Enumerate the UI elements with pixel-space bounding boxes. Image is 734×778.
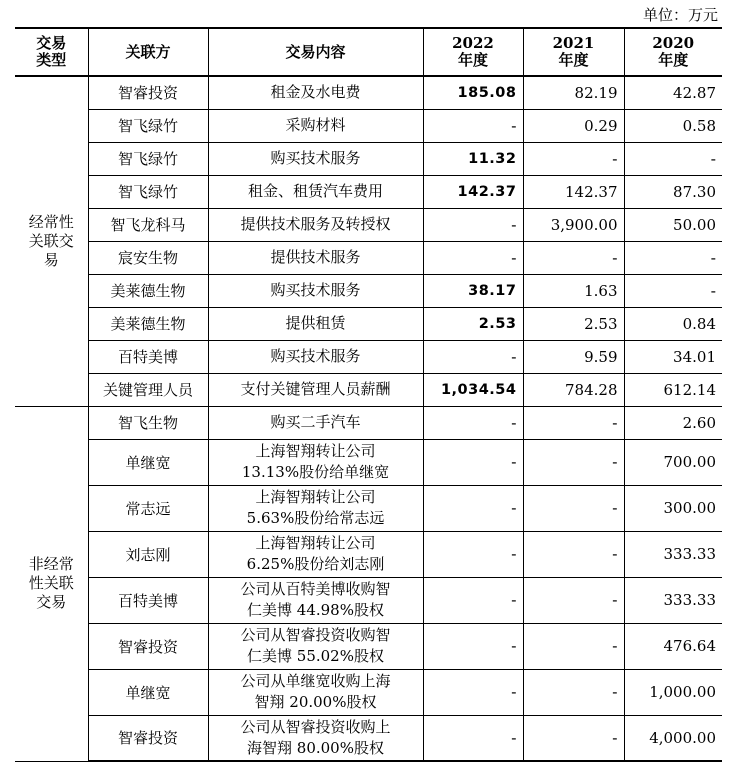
amount-2020-cell: 300.00 [624,485,722,531]
amount-2020-cell: 333.33 [624,577,722,623]
amount-2021-cell: 1.63 [523,274,624,307]
amount-2021-cell: - [523,485,624,531]
amount-2020-cell: - [624,241,722,274]
amount-2021-cell: - [523,406,624,439]
transaction-content-cell [208,142,423,175]
amount-2022-cell: 1,034.54 [423,373,523,406]
amount-2022-cell: - [423,577,523,623]
related-party-cell: 智飞绿竹 [88,142,208,175]
table-row [15,340,722,373]
amount-2022-cell: - [423,241,523,274]
amount-2021-cell: 0.29 [523,109,624,142]
amount-2022-cell: - [423,531,523,577]
amount-2022-cell: - [423,208,523,241]
transaction-type-cell [15,76,88,406]
amount-2020-cell: - [624,274,722,307]
transaction-type-line: 关联交 [28,231,74,250]
transaction-content-line: 租金、租赁汽车费用 [247,182,383,200]
amount-2021-cell: 142.37 [523,175,624,208]
amount-2022-cell: 142.37 [423,175,523,208]
transaction-content-line: 13.13%股份给单继宽 [241,463,390,481]
table-row [15,307,722,340]
related-party-cell: 美莱德生物 [88,307,208,340]
header-2020: 2020 年度 [624,28,722,76]
table-row [15,577,722,623]
amount-2020-cell: 4,000.00 [624,715,722,761]
transaction-content-line: 提供技术服务 [270,248,361,266]
amount-2021-cell: 784.28 [523,373,624,406]
amount-2020-cell: 2.60 [624,406,722,439]
amount-2022-cell: - [423,340,523,373]
related-party-cell: 百特美博 [88,577,208,623]
transaction-content-line: 6.25%股份给刘志刚 [246,555,385,573]
transaction-content-line: 购买二手汽车 [270,413,361,431]
amount-2021-cell: - [523,439,624,485]
transaction-content-line: 上海智翔转让公司 [255,442,376,460]
related-party-cell: 智睿投资 [88,76,208,109]
transaction-content-line: 采购材料 [285,116,346,134]
table-row [15,623,722,669]
transaction-type-line: 非经常 [28,555,74,573]
related-party-cell: 百特美博 [88,340,208,373]
amount-2021-cell: - [523,577,624,623]
transaction-content-cell [208,485,423,531]
amount-2021-cell: - [523,241,624,274]
transaction-content-cell [208,577,423,623]
amount-2021-cell: - [523,142,624,175]
table-row [15,669,722,715]
amount-2020-cell: 0.58 [624,109,722,142]
transaction-content-line: 5.63%股份给常志远 [246,509,385,527]
amount-2021-cell: - [523,623,624,669]
unit-label: 单位：万元 [642,6,718,24]
transaction-content-cell [208,531,423,577]
table-row [15,406,722,439]
amount-2022-cell: - [423,109,523,142]
amount-2021-cell: 2.53 [523,307,624,340]
transaction-content-line: 智翔 20.00%股权 [254,693,377,711]
transaction-content-line: 公司从单继宽收购上海 [240,672,391,690]
transaction-type-cell [15,406,88,761]
transaction-type-line: 易 [43,250,59,269]
related-party-cell: 美莱德生物 [88,274,208,307]
transaction-content-line: 公司从智睿投资收购上 [240,717,391,736]
transaction-content-cell [208,406,423,439]
header-row [15,28,722,76]
header-2022: 2022 年度 [423,28,523,76]
amount-2022-cell: - [423,669,523,715]
related-party-cell: 智飞绿竹 [88,175,208,208]
transaction-content-line: 支付关键管理人员薪酬 [240,380,391,398]
amount-2022-cell: - [423,485,523,531]
amount-2022-cell: - [423,439,523,485]
table-row [15,208,722,241]
transaction-content-cell [208,175,423,208]
table-row [15,76,722,109]
table-row [15,715,722,761]
transaction-content-cell [208,241,423,274]
amount-2022-cell: - [423,623,523,669]
transaction-content-line: 仁美博 44.98%股权 [247,601,384,619]
amount-2020-cell: 612.14 [624,373,722,406]
table-row [15,485,722,531]
amount-2022-cell: - [423,406,523,439]
table-row [15,274,722,307]
transaction-content-cell [208,439,423,485]
table-row [15,439,722,485]
transaction-content-line: 提供技术服务及转授权 [240,215,391,233]
header-transaction-type: 交易 类型 [15,28,88,76]
table-row [15,175,722,208]
transaction-content-cell [208,373,423,406]
amount-2022-cell: - [423,715,523,761]
transaction-content-cell [208,208,423,241]
related-party-cell: 智睿投资 [88,715,208,761]
header-transaction-content: 交易内容 [208,28,423,76]
amount-2020-cell: 476.64 [624,623,722,669]
related-party-cell: 智飞龙科马 [88,208,208,241]
related-party-cell: 智睿投资 [88,623,208,669]
amount-2020-cell: 34.01 [624,340,722,373]
transaction-content-line: 购买技术服务 [270,281,361,299]
transaction-content-cell [208,76,423,109]
amount-2021-cell: 3,900.00 [523,208,624,241]
table-row [15,531,722,577]
amount-2020-cell: 87.30 [624,175,722,208]
transaction-content-line: 购买技术服务 [270,149,361,167]
transaction-content-line: 公司从百特美博收购智 [240,580,391,598]
amount-2020-cell: 700.00 [624,439,722,485]
table-row [15,142,722,175]
transaction-content-line: 租金及水电费 [270,83,361,102]
transaction-content-cell [208,669,423,715]
header-2021: 2021 年度 [523,28,624,76]
amount-2021-cell: - [523,669,624,715]
related-party-cell: 智飞生物 [88,406,208,439]
amount-2020-cell: 50.00 [624,208,722,241]
related-party-cell: 宸安生物 [88,241,208,274]
amount-2022-cell: 185.08 [423,76,523,109]
transaction-content-cell [208,623,423,669]
amount-2020-cell: 0.84 [624,307,722,340]
related-party-cell: 智飞绿竹 [88,109,208,142]
amount-2021-cell: 82.19 [523,76,624,109]
transaction-content-cell [208,715,423,761]
header-related-party: 关联方 [88,28,208,76]
transaction-content-line: 公司从智睿投资收购智 [240,626,391,644]
transaction-type-line: 经常性 [28,212,74,231]
transaction-content-cell [208,274,423,307]
amount-2022-cell: 11.32 [423,142,523,175]
transaction-content-cell [208,340,423,373]
transaction-content-cell [208,109,423,142]
amount-2020-cell: 1,000.00 [624,669,722,715]
transaction-type-line: 交易 [36,593,67,611]
related-party-cell: 单继宽 [88,439,208,485]
transaction-content-line: 购买技术服务 [270,347,361,365]
amount-2021-cell: - [523,715,624,761]
related-party-cell: 常志远 [88,485,208,531]
transaction-content-line: 仁美博 55.02%股权 [247,647,384,665]
transaction-content-cell [208,307,423,340]
amount-2021-cell: - [523,531,624,577]
transaction-content-line: 海智翔 80.00%股权 [247,738,384,757]
amount-2021-cell: 9.59 [523,340,624,373]
amount-2020-cell: - [624,142,722,175]
amount-2022-cell: 2.53 [423,307,523,340]
amount-2020-cell: 333.33 [624,531,722,577]
amount-2020-cell: 42.87 [624,76,722,109]
amount-2022-cell: 38.17 [423,274,523,307]
related-transactions-table [15,27,722,762]
transaction-content-line: 上海智翔转让公司 [255,488,376,506]
related-party-cell: 刘志刚 [88,531,208,577]
table-row [15,109,722,142]
table-row [15,373,722,406]
transaction-content-line: 提供租赁 [285,314,346,332]
related-party-cell: 单继宽 [88,669,208,715]
table-body [15,76,722,761]
related-party-cell: 关键管理人员 [88,373,208,406]
table-row [15,241,722,274]
transaction-type-line: 性关联 [28,574,74,592]
transaction-content-line: 上海智翔转让公司 [255,534,376,552]
